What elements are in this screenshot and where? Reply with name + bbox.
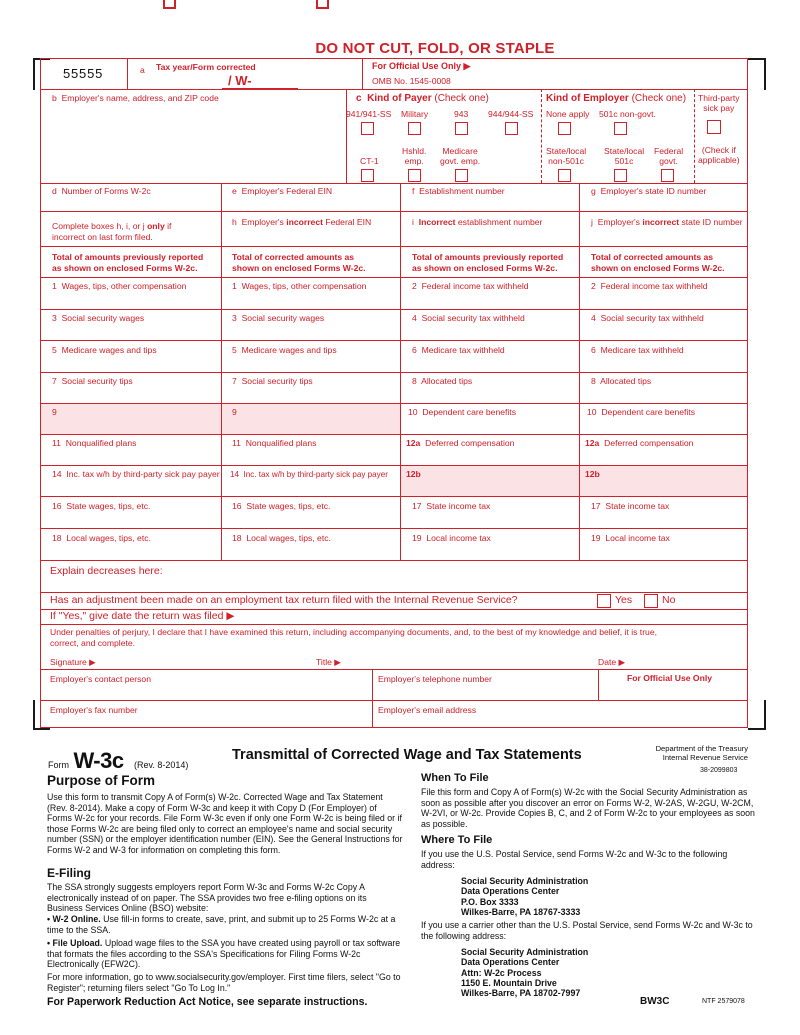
postal-address: Social Security Administration Data Operations Center P.O. Box 3333 Wilkes-Barre, PA 18767-3333 (461, 876, 589, 917)
box-11-corr: 11 Nonqualified plans (232, 438, 317, 448)
payer-941: 941/941-SS (346, 109, 392, 119)
form-title: Transmittal of Corrected Wage and Tax Statements (232, 747, 582, 763)
employer-501c-checkbox[interactable] (614, 122, 627, 135)
payer-medicare-checkbox[interactable] (455, 169, 468, 182)
box-19-prev: 19 Local income tax (412, 533, 491, 543)
top-crop-mark-left (163, 0, 176, 9)
box-8-corr: 8 Allocated tips (591, 376, 652, 386)
box-12b-prev: 12b (406, 469, 421, 479)
employer-state-local-501c: State/local 501c (604, 146, 645, 166)
box-9-prev: 9 (52, 407, 57, 417)
explain-decreases: Explain decreases here: (50, 565, 163, 577)
purpose-text: Use this form to transmit Copy A of Form(s) W-2c. Corrected Wage and Tax Statement (Rev. 8-2014). Make a copy of Form W-3c and keep it with Copy D (For Employer) of Forms W-2c for your records. File Form W-3c even if only one Form W-2c is being filed or if those Forms W-2c are being filed only to correct an employee's name and social security number (SSN) or the employer identification number (EIN). See the General Instructions for Forms W-2 and W-3 for information on completing this form. (47, 792, 403, 855)
efiling-heading: E-Filing (47, 866, 91, 880)
box-2-prev: 2 Federal income tax withheld (412, 281, 529, 291)
crop-mark-tl-v (33, 58, 35, 90)
box-a-value[interactable]: / W- (228, 73, 252, 88)
box-e-label: e Employer's Federal EIN (232, 186, 333, 196)
box-9-corr: 9 (232, 407, 237, 417)
box-5-corr: 5 Medicare wages and tips (232, 345, 337, 355)
box-7-prev: 7 Social security tips (52, 376, 133, 386)
header-corr-left: Total of corrected amounts as shown on enclosed Forms W-2c. (232, 252, 366, 273)
where-text-2: If you use a carrier other than the U.S. Postal Service, send Forms W-2c and W-3c to the following address: (421, 920, 753, 941)
box-a-letter: a (140, 65, 145, 75)
crop-mark-br-v (764, 700, 766, 730)
efiling-text: The SSA strongly suggests employers report Form W-3c and Forms W-2c Copy A electronically instead of on paper. The SSA provides two free e-filing options on its Business Services Online (BSO) website: (47, 882, 367, 914)
box-j-label: j Employer's incorrect state ID number (591, 217, 743, 227)
where-heading: Where To File (421, 834, 493, 846)
box-14-corr: 14 Inc. tax w/h by third-party sick pay payer (230, 470, 388, 479)
box-3-prev: 3 Social security wages (52, 313, 145, 323)
box-18-corr: 18 Local wages, tips, etc. (232, 533, 331, 543)
payer-944-checkbox[interactable] (505, 122, 518, 135)
third-party-hint: (Check if applicable) (698, 145, 740, 165)
kind-of-employer-title: Kind of Employer (Check one) (546, 93, 687, 104)
third-party-sick-pay-checkbox[interactable] (707, 120, 721, 134)
paperwork-notice: For Paperwork Reduction Act Notice, see separate instructions. (47, 996, 368, 1008)
third-party-sick-pay-label: Third-party sick pay (698, 93, 740, 113)
complete-hij-note: Complete boxes h, i, or j only if incorrect on last form filed. (52, 221, 172, 243)
box-17-corr: 17 State income tax (591, 501, 670, 511)
box-2-corr: 2 Federal income tax withheld (591, 281, 708, 291)
box-10-corr: 10 Dependent care benefits (587, 407, 695, 417)
adjustment-no-checkbox[interactable] (644, 594, 658, 608)
official-use-only-label: For Official Use Only (627, 673, 713, 683)
when-text: File this form and Copy A of Form(s) W-2c with the Social Security Administration as soon as possible after you discover an error on Forms W-2, W-2AS, W-2GU, W-2CM, W-2VI, or W-2c. Provide Copies B, C, and 2 of Form W-2c to your employees as soon as possible. (421, 787, 755, 829)
employer-501c: 501c non-govt. (599, 109, 656, 119)
box-12b-shade-prev (401, 465, 579, 496)
employer-state-local-non501c: State/local non-501c (546, 146, 587, 166)
crop-mark-bl-h (33, 728, 50, 730)
box-16-prev: 16 State wages, tips, etc. (52, 501, 151, 511)
crop-mark-bl-v (33, 700, 35, 730)
employer-state-local-non501c-checkbox[interactable] (558, 169, 571, 182)
payer-hshld: Hshld. emp. (402, 146, 427, 166)
box-4-prev: 4 Social security tax withheld (412, 313, 525, 323)
box-g-label: g Employer's state ID number (591, 186, 707, 196)
box-b-label: b Employer's name, address, and ZIP code (52, 93, 219, 103)
signature-label: Signature ▶ (50, 657, 96, 667)
box-16-corr: 16 State wages, tips, etc. (232, 501, 331, 511)
box-6-prev: 6 Medicare tax withheld (412, 345, 505, 355)
box-9-shade-prev (41, 403, 221, 434)
box-10-prev: 10 Dependent care benefits (408, 407, 516, 417)
header-prev-right: Total of amounts previously reported as shown on enclosed Forms W-2c. (412, 252, 564, 273)
box-h-label: h Employer's incorrect Federal EIN (232, 217, 372, 227)
title-label: Title ▶ (316, 657, 341, 667)
box-d-label: d Number of Forms W-2c (52, 186, 151, 196)
box-12b-corr: 12b (585, 469, 600, 479)
form-code: 55555 (63, 66, 104, 81)
efiling-more-info: For more information, go to www.socialsecurity.gov/employer. First time filers, select "Go to Register"; returning filers select "Go To Log In." (47, 972, 401, 993)
box-14-prev: 14 Inc. tax w/h by third-party sick pay payer (52, 469, 220, 479)
crop-mark-tr-h (748, 58, 765, 60)
box-1-corr: 1 Wages, tips, other compensation (232, 281, 367, 291)
box-8-prev: 8 Allocated tips (412, 376, 473, 386)
box-6-corr: 6 Medicare tax withheld (591, 345, 684, 355)
adjustment-no-label: No (662, 594, 676, 606)
carrier-address: Social Security Administration Data Operations Center Attn: W-2c Process 1150 E. Mountain Drive Wilkes-Barre, PA 18702-7997 (461, 947, 589, 999)
box-i-label: i Incorrect establishment number (412, 217, 543, 227)
adjustment-yes-checkbox[interactable] (597, 594, 611, 608)
box-c-title: c Kind of Payer (Check one) (356, 93, 489, 104)
official-use-label: For Official Use Only ▶ (372, 61, 471, 71)
crop-mark-tr-v (764, 58, 766, 90)
payer-943-checkbox[interactable] (455, 122, 468, 135)
payer-military-checkbox[interactable] (408, 122, 421, 135)
box-12a-corr: 12a Deferred compensation (585, 438, 694, 448)
box-f-label: f Establishment number (412, 186, 505, 196)
box-4-corr: 4 Social security tax withheld (591, 313, 704, 323)
header-prev-left: Total of amounts previously reported as shown on enclosed Forms W-2c. (52, 252, 204, 273)
efiling-bullet-w2-online: • W-2 Online. Use fill-in forms to create, save, print, and submit up to 25 Forms W-2c at a time to the SSA. (47, 914, 396, 935)
payer-ct1-checkbox[interactable] (361, 169, 374, 182)
adjustment-yes-label: Yes (615, 594, 633, 606)
date-label: Date ▶ (598, 657, 626, 667)
fax-label: Employer's fax number (50, 705, 138, 715)
payer-medicare: Medicare govt. emp. (440, 146, 481, 166)
box-12b-shade-corr (580, 465, 747, 496)
employer-state-local-501c-checkbox[interactable] (614, 169, 627, 182)
perjury-statement: Under penalties of perjury, I declare that I have examined this return, including accompanying documents, and, to the best of my knowledge and belief, it is true, correct, and complete. (50, 627, 657, 649)
employer-none-apply: None apply (546, 109, 590, 119)
rule (40, 89, 748, 90)
top-crop-mark-right (316, 0, 329, 9)
box-18-prev: 18 Local wages, tips, etc. (52, 533, 151, 543)
bw3c-code: BW3C (640, 996, 670, 1007)
box-3-corr: 3 Social security wages (232, 313, 325, 323)
employer-federal-govt-checkbox[interactable] (661, 169, 674, 182)
telephone-label: Employer's telephone number (378, 674, 492, 684)
box-1-prev: 1 Wages, tips, other compensation (52, 281, 187, 291)
payer-941-checkbox[interactable] (361, 122, 374, 135)
payer-ct1: CT-1 (360, 156, 379, 166)
header-corr-right: Total of corrected amounts as shown on enclosed Forms W-2c. (591, 252, 725, 273)
department-label: Department of the Treasury Internal Revenue Service (655, 744, 748, 763)
payer-military: Military (401, 109, 429, 119)
payer-hshld-checkbox[interactable] (408, 169, 421, 182)
where-text-1: If you use the U.S. Postal Service, send Forms W-2c and W-3c to the following address: (421, 849, 728, 870)
box-9-shade-corr (222, 403, 400, 434)
box-11-prev: 11 Nonqualified plans (52, 438, 137, 448)
employer-federal-govt: Federal govt. (654, 146, 684, 166)
crop-mark-br-h (748, 728, 765, 730)
payer-943: 943 (454, 109, 469, 119)
box-7-corr: 7 Social security tips (232, 376, 313, 386)
omb-number: OMB No. 1545-0008 (372, 76, 451, 86)
purpose-heading: Purpose of Form (47, 773, 156, 788)
top-warning: DO NOT CUT, FOLD, OR STAPLE (315, 40, 555, 57)
form-title-block: Form W-3c (Rev. 8-2014) (48, 748, 189, 773)
ntf-code: NTF 2579078 (702, 998, 745, 1005)
employer-none-apply-checkbox[interactable] (558, 122, 571, 135)
box-a-label: Tax year/Form corrected (156, 62, 256, 72)
when-heading: When To File (421, 772, 489, 784)
efiling-bullet-file-upload: • File Upload. Upload wage files to the SSA you have created using payroll or tax software that formats the files according to the SSA's Specifications for Filing Forms W-2c Electronically (EFW2C). (47, 938, 401, 970)
email-label: Employer's email address (378, 705, 477, 715)
payer-944: 944/944-SS (488, 109, 534, 119)
adjustment-question: Has an adjustment been made on an employment tax return filed with the Internal Revenue Service? (50, 594, 518, 606)
box-17-prev: 17 State income tax (412, 501, 491, 511)
contact-person-label: Employer's contact person (50, 674, 151, 684)
box-5-prev: 5 Medicare wages and tips (52, 345, 157, 355)
box-19-corr: 19 Local income tax (591, 533, 670, 543)
if-yes-date: If "Yes," give date the return was filed ▶ (50, 610, 235, 622)
cat-code: 38-2099803 (700, 767, 738, 774)
box-12a-prev: 12a Deferred compensation (406, 438, 515, 448)
